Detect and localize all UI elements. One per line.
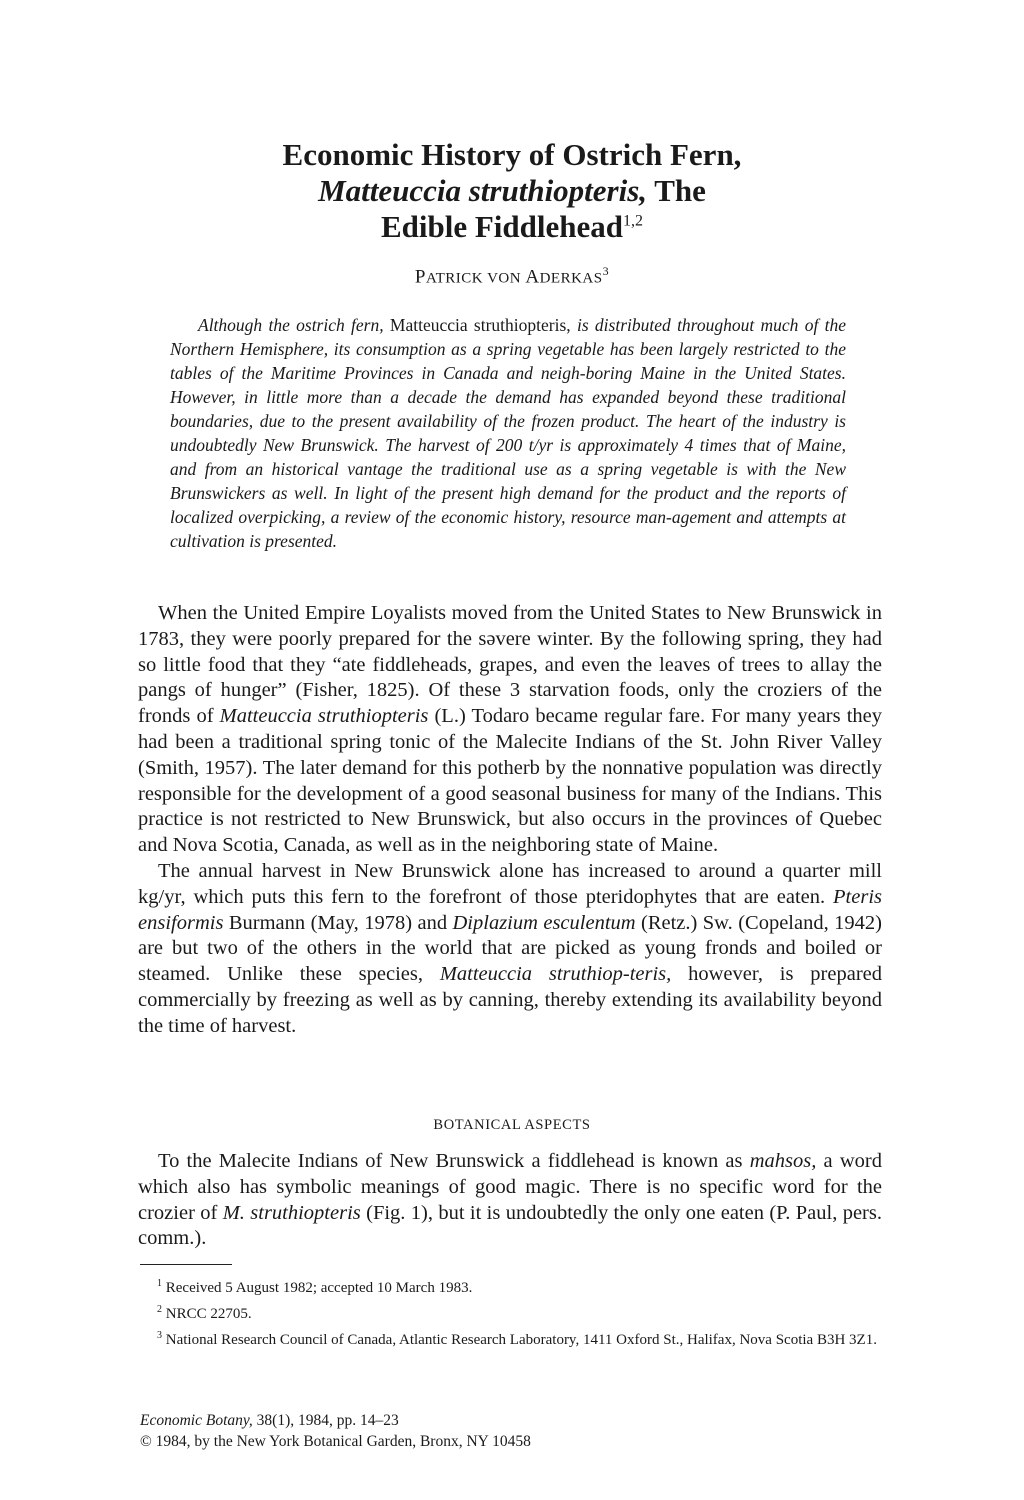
abstract-text-a: Although the ostrich fern, (198, 315, 390, 335)
title-line-2 (0, 173, 1024, 209)
abstract (170, 313, 846, 553)
footnote-text: NRCC 22705. (162, 1306, 252, 1322)
author-byline (0, 264, 1024, 288)
article-title (0, 137, 1024, 245)
footnote-mark: 3 (157, 1330, 162, 1341)
journal-citation (140, 1410, 531, 1452)
body-paragraph-2 (138, 859, 882, 1040)
p1-text-b: (L.) Todaro became regular fare. For many years they had been a traditional spring tonic of the Malecite Indians of the St. John River Valley (Smith, 1957). The later demand for this potherb by the nonnative population was directly responsible for the development of a good seasonal business for many of the Indians. This practice is not restricted to New Brunswick, but also occurs in the provinces of Quebec and Nova Scotia, Canada, as well as in the neighboring state of Maine. (138, 705, 882, 857)
p2-text-d: however, is prepared commercially by freezing as well as by canning, thereby extending its availability beyond the time of harvest. (138, 963, 882, 1037)
footnote-rule (140, 1264, 232, 1265)
title-line-1: Economic History of Ostrich Fern, (282, 137, 742, 172)
p1-species: Matteuccia struthiopteris (219, 705, 429, 728)
body-section-2 (138, 1149, 882, 1252)
p3-text-a: To the Malecite Indians of New Brunswick a fiddlehead is known as (158, 1150, 750, 1172)
title-footnote-marks: 1,2 (623, 212, 644, 230)
p2-species-2: Diplazium esculentum (452, 911, 636, 934)
body-section-1 (138, 601, 882, 1040)
footnote-text: National Research Council of Canada, Atlantic Research Laboratory, 1411 Oxford St., Halifax, Nova Scotia B3H 3Z1. (162, 1332, 877, 1348)
author-last-initial: A (525, 266, 540, 288)
title-species: Matteuccia struthiopteris, (318, 173, 648, 208)
abstract-text-b: is distributed throughout much of the Northern Hemisphere, its consumption as a spring vegetable has been largely restricted to the tables of the Maritime Provinces in Canada and neigh-boring Maine in the United States. However, in little more than a decade the demand has expanded beyond these traditional boundaries, due to the present availability of the frozen product. The heart of the industry is undoubtedly New Brunswick. The harvest of 200 t/yr is approximately 4 times that of Maine, and from an historical vantage the traditional use as a spring vegetable is with the New Brunswickers as well. In light of the present high demand for the product and the reports of localized overpicking, a review of the economic history, resource man-agement and attempts at cultivation is presented. (170, 315, 846, 551)
title-line-3 (0, 209, 1024, 245)
author-footnote-mark: 3 (602, 264, 610, 278)
body-paragraph-3 (138, 1149, 882, 1252)
body-paragraph-1 (138, 601, 882, 859)
abstract-paragraph (170, 313, 846, 553)
p2-text-a: The annual harvest in New Brunswick alone has increased to around a quarter mill kg/yr, which puts this fern to the forefront of those pteridophytes that are eaten. (138, 859, 882, 908)
copyright-line: © 1984, by the New York Botanical Garden, Bronx, NY 10458 (140, 1433, 531, 1450)
author-first-rest: ATRICK VON (425, 270, 526, 287)
journal-name: Economic Botany, (140, 1412, 253, 1429)
p3-text-b: a word which also has symbolic meanings of good magic. There is no specific word for the crozier of (138, 1150, 882, 1224)
p2-species-1: Pteris ensiformis (138, 885, 882, 934)
section-heading: BOTANICAL ASPECTS (433, 1117, 591, 1133)
footnote-2 (140, 1299, 890, 1325)
footnote-mark: 2 (157, 1304, 162, 1315)
footnote-3 (140, 1325, 890, 1351)
journal-line (140, 1410, 531, 1431)
footnote-1 (140, 1273, 890, 1299)
footnote-text: Received 5 August 1982; accepted 10 March 1983. (162, 1280, 473, 1296)
title-line-2-rest: The (647, 173, 706, 208)
author-last-rest: DERKAS (539, 270, 603, 287)
p2-species-3: Matteuccia struthiop-teris, (439, 963, 672, 986)
p3-word: mahsos, (749, 1150, 817, 1172)
title-line-3-text: Edible Fiddlehead (380, 209, 624, 244)
footnote-mark: 1 (157, 1278, 162, 1289)
footnotes (140, 1273, 890, 1351)
p1-text-a: When the United Empire Loyalists moved from the United States to New Brunswick in 1783, they were poorly prepared for the səvere winter. By the following spring, they had so little food that they “ate fiddleheads, grapes, and even the leaves of trees to allay the pangs of hunger” (Fisher, 1825). Of these 3 starvation foods, only the croziers of the fronds of (138, 602, 882, 728)
p3-text-c: (Fig. 1), but it is undoubtedly the only one eaten (P. Paul, pers. comm.). (138, 1201, 882, 1250)
p2-text-c: (Retz.) Sw. (Copeland, 1942) are but two of the others in the world that are picked as young fronds and boiled or steamed. Unlike these species, (138, 911, 882, 986)
p3-species: M. struthiopteris (222, 1201, 361, 1224)
author-first-initial: P (414, 266, 426, 288)
abstract-species: Matteuccia struthiopteris, (389, 315, 571, 335)
p2-text-b: Burmann (May, 1978) and (223, 911, 453, 934)
journal-volume-pages: 38(1), 1984, pp. 14–23 (252, 1412, 399, 1429)
